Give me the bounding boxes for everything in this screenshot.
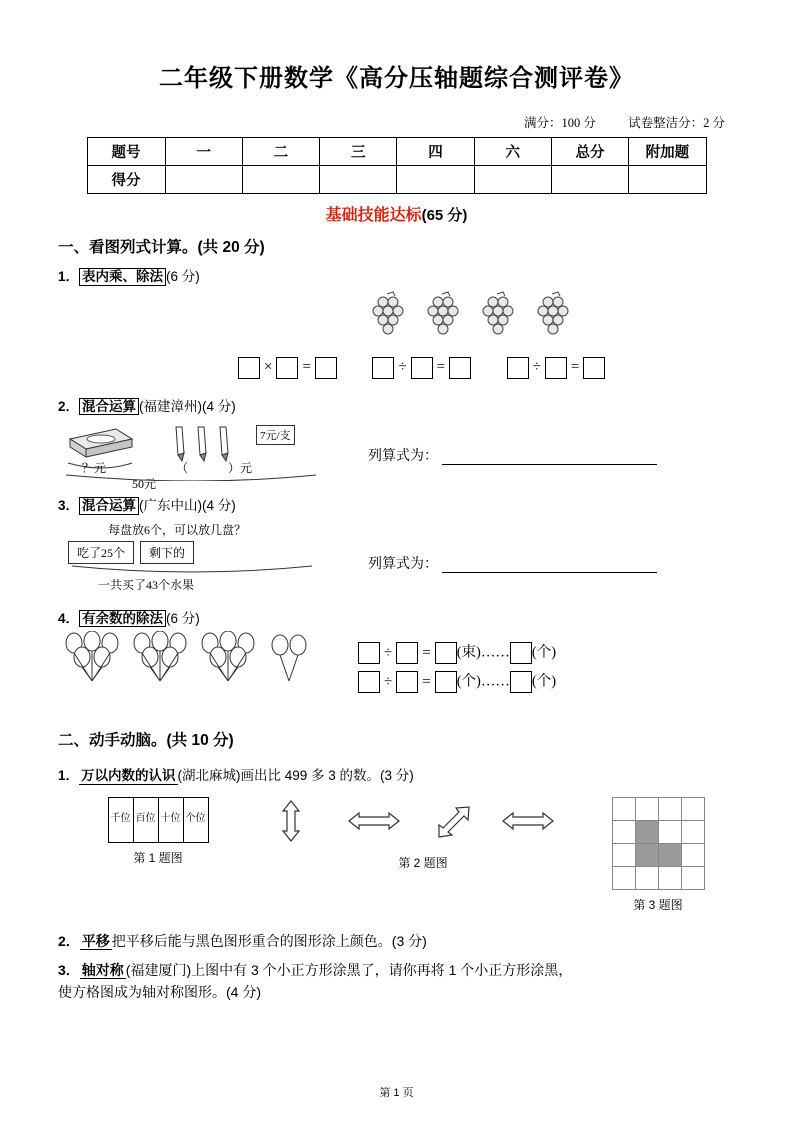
question-1-3-body — [58, 521, 735, 593]
item-number: 2． — [58, 932, 80, 949]
answer-box[interactable] — [315, 357, 337, 379]
place-cell-tens[interactable]: 十位 — [158, 797, 183, 842]
item-number: 4． — [58, 610, 80, 626]
question-2-3-label — [58, 960, 735, 1003]
place-value-table[interactable] — [108, 797, 209, 843]
question-1-2-answer — [368, 419, 657, 486]
answer-box[interactable] — [435, 642, 457, 664]
answer-blank[interactable] — [442, 449, 657, 465]
knowledge-tag: 平移 — [81, 932, 110, 949]
score-cell[interactable] — [165, 166, 242, 194]
q4-line-1 — [358, 639, 556, 668]
question-1-2-body — [58, 419, 735, 492]
item-number: 1． — [58, 269, 80, 284]
question-1-4-body — [58, 631, 735, 706]
answer-box[interactable] — [507, 357, 529, 379]
table-header-cell: 二 — [242, 138, 319, 166]
grid-cell-filled[interactable] — [635, 843, 658, 866]
section-heading-red: 基础技能达标 — [325, 207, 422, 224]
plate-question-text: 每盘放6个，可以放几盘？ — [108, 522, 247, 537]
dots: …… — [480, 644, 510, 661]
answer-box[interactable] — [276, 357, 298, 379]
pen-total-label — [176, 459, 252, 476]
figure-2-caption: 第 2 题图 — [398, 855, 448, 870]
operator-equals: = — [570, 359, 580, 376]
operator-equals: = — [422, 673, 431, 690]
grapes-figure — [368, 288, 735, 351]
operator-divide: ÷ — [398, 359, 407, 376]
unit-piece: (个) — [531, 644, 557, 661]
grid-cell[interactable] — [612, 843, 635, 866]
knowledge-tag: 轴对称 — [81, 962, 124, 979]
table-header-cell: 一 — [165, 138, 242, 166]
question-1-heading: 一、看图列式计算。(共 20 分) — [58, 239, 265, 256]
grid-cell[interactable] — [658, 820, 681, 843]
item-text: (福建厦门)上图中有 3 个小正方形涂黑了，请你再将 1 个小正方形涂黑， — [125, 962, 573, 979]
grid-cell[interactable] — [681, 797, 704, 820]
place-cell-thousands[interactable]: 千位 — [108, 797, 133, 842]
item-number: 3． — [58, 498, 80, 514]
unit-piece: (个) — [456, 673, 481, 690]
table-header-cell: 总分 — [551, 138, 628, 166]
table-row — [87, 138, 706, 166]
figure-2-wrap — [258, 797, 588, 871]
section-heading-score: (65 分) — [421, 207, 468, 224]
score-cell[interactable] — [551, 166, 628, 194]
answer-box[interactable] — [238, 357, 260, 379]
item-score: (6 分) — [166, 610, 200, 626]
price-tag: 7元/支 — [256, 425, 295, 445]
answer-box[interactable] — [372, 357, 394, 379]
fruit-plate-figure — [58, 521, 358, 593]
question-1-3-label — [58, 494, 735, 515]
grid-cell[interactable] — [612, 797, 635, 820]
item-score: (福建漳州)(4 分) — [139, 398, 236, 414]
item-score: (6 分) — [166, 269, 200, 284]
answer-label: 列算式为： — [368, 447, 438, 464]
knowledge-tag: 混合运算 — [79, 497, 139, 515]
figure-3-caption: 第 3 题图 — [633, 897, 683, 912]
question-2-1-label — [58, 764, 735, 785]
bracket-left: （ — [176, 461, 189, 476]
grid-cell[interactable] — [612, 866, 635, 889]
bracket-right: ）元 — [228, 461, 253, 476]
operator-multiply: × — [264, 359, 273, 376]
table-row-label: 得分 — [87, 166, 165, 194]
place-cell-hundreds[interactable]: 百位 — [133, 797, 158, 842]
question-2-2-label — [58, 931, 735, 953]
answer-box[interactable] — [396, 642, 418, 664]
answer-box[interactable] — [435, 671, 457, 693]
page-title: 二年级下册数学《高分压轴题综合测评卷》 — [159, 65, 634, 92]
grid-cell[interactable] — [658, 797, 681, 820]
neatness-score: 试卷整洁分：2 分 — [628, 116, 725, 130]
score-cell[interactable] — [397, 166, 474, 194]
q4-line-2 — [358, 668, 556, 697]
dots: …… — [480, 673, 510, 690]
table-row — [87, 166, 706, 194]
operator-divide: ÷ — [532, 359, 541, 376]
table-header-cell: 附加题 — [629, 138, 706, 166]
answer-box[interactable] — [411, 357, 433, 379]
table-header-cell: 六 — [474, 138, 551, 166]
total-fruit-label: 一共买了43个水果 — [98, 577, 195, 592]
score-cell[interactable] — [242, 166, 319, 194]
answer-label: 列算式为： — [368, 554, 438, 571]
item-text: (湖北麻城)画出比 499 多 3 的数。(3 分) — [177, 768, 414, 784]
grid-cell[interactable] — [635, 866, 658, 889]
knowledge-tag: 万以内数的认识 — [81, 768, 176, 784]
answer-box[interactable] — [396, 671, 418, 693]
table-header-cell: 四 — [397, 138, 474, 166]
question-1-2-label — [58, 395, 735, 416]
balloons-figure — [58, 631, 358, 706]
grid-cell[interactable] — [612, 820, 635, 843]
item-text-line2: 使方格图成为轴对称图形。(4 分) — [58, 983, 261, 1000]
score-cell[interactable] — [320, 166, 397, 194]
table-header-label: 题号 — [87, 138, 165, 166]
operator-divide: ÷ — [384, 673, 393, 690]
item-number: 2． — [58, 398, 80, 414]
grid-cell[interactable] — [635, 797, 658, 820]
eraser-pen-figure — [58, 419, 358, 492]
remaining-box: 剩下的 — [140, 541, 194, 564]
knowledge-tag: 有余数的除法 — [79, 610, 166, 628]
full-score: 满分：100 分 — [523, 116, 596, 130]
question-1-3-answer — [368, 521, 657, 593]
score-table — [87, 137, 707, 194]
item-score: (广东中山)(4 分) — [139, 498, 236, 514]
figure-1-wrap — [58, 797, 258, 866]
question-1-1-label — [58, 265, 735, 286]
total-price-label: 50元 — [132, 477, 157, 492]
q1-1-expressions — [238, 357, 735, 379]
grid-cell[interactable] — [681, 843, 704, 866]
answer-box[interactable] — [358, 642, 380, 664]
answer-blank[interactable] — [442, 557, 657, 573]
score-line — [58, 113, 735, 131]
unit-piece: (个) — [531, 673, 557, 690]
answer-box[interactable] — [583, 357, 605, 379]
operator-divide: ÷ — [384, 645, 393, 662]
eraser-price-label: ？元 — [82, 461, 107, 476]
place-cell-ones[interactable]: 个位 — [183, 797, 208, 842]
operator-equals: = — [436, 359, 446, 376]
question-1-4-expressions — [358, 631, 556, 706]
grid-cell[interactable] — [658, 866, 681, 889]
knowledge-tag: 混合运算 — [79, 398, 139, 416]
grid-cell-filled[interactable] — [635, 820, 658, 843]
operator-equals: = — [302, 359, 311, 376]
grid-cell[interactable] — [681, 866, 704, 889]
unit-bundle: (束) — [456, 644, 481, 661]
operator-equals: = — [422, 645, 431, 662]
section-heading — [58, 202, 735, 225]
answer-box[interactable] — [510, 642, 532, 664]
table-header-cell: 三 — [320, 138, 397, 166]
answer-box[interactable] — [449, 357, 471, 379]
symmetry-grid[interactable] — [612, 797, 705, 890]
answer-box[interactable] — [358, 671, 380, 693]
eaten-box: 吃了25个 — [68, 541, 134, 564]
answer-box[interactable] — [510, 671, 532, 693]
item-text: 把平移后能与黑色图形重合的图形涂上颜色。(3 分) — [111, 932, 427, 949]
item-number: 1． — [58, 768, 80, 784]
grid-cell-filled[interactable] — [658, 843, 681, 866]
question-2-heading: 二、动手动脑。(共 10 分) — [58, 732, 234, 750]
score-cell[interactable] — [474, 166, 551, 194]
knowledge-tag: 表内乘、除法 — [79, 268, 166, 286]
question-1-4-label — [58, 607, 735, 628]
score-cell[interactable] — [629, 166, 706, 194]
item-number: 3． — [58, 962, 80, 979]
page-footer: 第 1 页 — [379, 1087, 414, 1099]
grid-cell[interactable] — [681, 820, 704, 843]
question-2-figures — [58, 797, 735, 913]
figure-3-wrap — [588, 797, 728, 913]
answer-box[interactable] — [545, 357, 567, 379]
figure-1-caption: 第 1 题图 — [133, 850, 183, 865]
